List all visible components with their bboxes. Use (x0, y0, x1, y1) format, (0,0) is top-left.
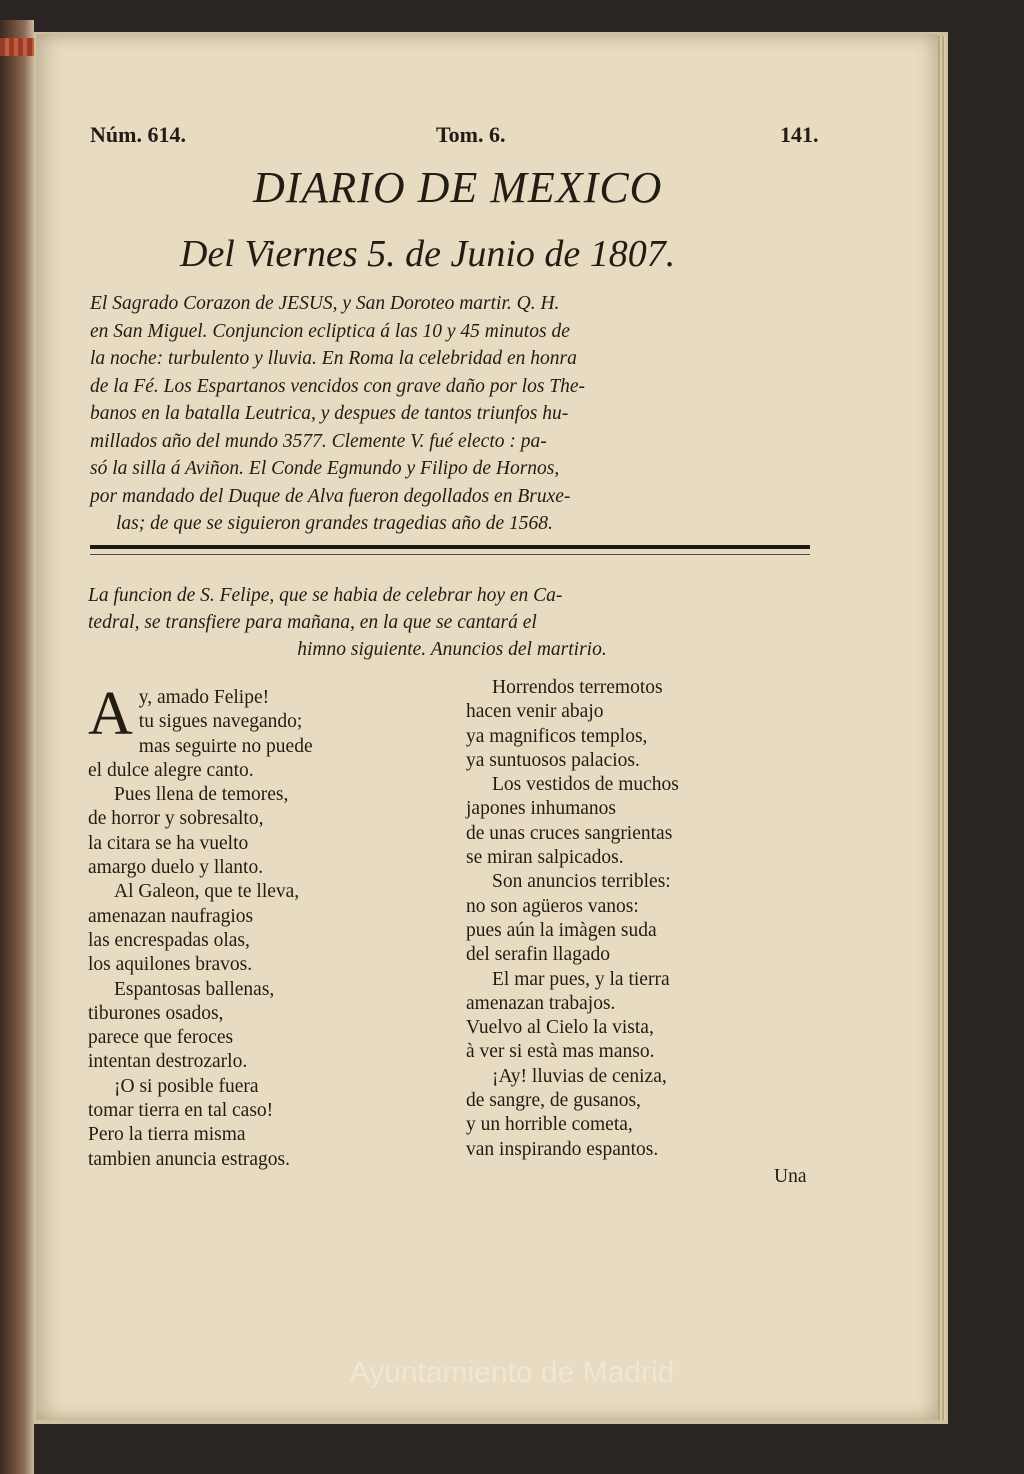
intro-line: la noche: turbulento y lluvia. En Roma la celebridad en honra (90, 348, 577, 369)
watermark: Ayuntamiento de Madrid (349, 1356, 675, 1389)
verse: intentan destrozarlo. (88, 1051, 248, 1073)
intro-line: banos en la batalla Leutrica, y despues de tantos triunfos hu- (90, 403, 569, 424)
intro-line: en San Miguel. Conjuncion ecliptica á las 10 y 45 minutos de (90, 320, 570, 342)
book-spine (0, 20, 34, 1474)
verse: de horror y sobresalto, (88, 808, 264, 830)
notice-line: La funcion de S. Felipe, que se habia de celebrar hoy en Ca- (88, 585, 563, 606)
verse: parece que feroces (88, 1027, 234, 1049)
section-divider-thin (90, 554, 810, 555)
verse: El mar pues, y la tierra (492, 968, 670, 990)
poem-column-right (466, 676, 826, 1162)
verse: de unas cruces sangrientas (466, 822, 673, 844)
drop-cap: A (88, 680, 133, 748)
verse: ya suntuosos palacios. (466, 749, 640, 771)
verse: la citara se ha vuelto (88, 832, 249, 854)
notice-line: tedral, se transfiere para mañana, en la que se cantará el (88, 612, 537, 633)
verse: Pues llena de temores, (114, 784, 289, 806)
verse: los aquilones bravos. (88, 954, 253, 976)
verse: y, amado Felipe! (138, 687, 270, 708)
page-edge (938, 36, 946, 1420)
verse: ¡O si posible fuera (114, 1075, 259, 1097)
verse: tambien anuncia estragos. (88, 1148, 290, 1170)
verse: mas seguirte no puede (138, 735, 313, 757)
intro-line: por mandado del Duque de Alva fueron degollados en Bruxe- (90, 485, 571, 507)
verse: Pero la tierra misma (88, 1124, 246, 1146)
verse: van inspirando espantos. (466, 1138, 659, 1160)
newspaper-title: DIARIO DE MEXICO (253, 163, 663, 212)
announcement (88, 582, 816, 663)
verse: Son anuncios terribles: (492, 871, 671, 893)
verse: amenazan trabajos. (466, 992, 616, 1014)
verse: à ver si està mas manso. (466, 1041, 655, 1063)
verse: el dulce alegre canto. (88, 759, 254, 781)
verse: amenazan naufragios (88, 905, 254, 927)
intro-line: millados año del mundo 3577. Clemente V. fué electo : pa- (90, 430, 547, 452)
section-divider (90, 545, 810, 549)
verse: no son agüeros vanos: (466, 895, 639, 917)
verse: Los vestidos de muchos (492, 774, 679, 796)
verse: amargo duelo y llanto. (88, 857, 264, 879)
verse: Vuelvo al Cielo la vista, (466, 1017, 654, 1039)
intro-line: El Sagrado Corazon de JESUS, y San Doroteo martir. Q. H. (90, 293, 560, 314)
intro-line: las; de que se siguieron grandes tragedias año de 1568. (116, 513, 553, 534)
verse: hacen venir abajo (466, 701, 604, 723)
intro-line: de la Fé. Los Espartanos vencidos con grave daño por los The- (90, 375, 586, 397)
verse: del serafin llagado (466, 944, 611, 966)
saints-of-the-day (90, 290, 818, 538)
verse: pues aún la imàgen suda (466, 919, 657, 941)
verse: se miran salpicados. (466, 847, 624, 869)
verse: tomar tierra en tal caso! (88, 1100, 274, 1122)
issue-number: Núm. 614. (90, 122, 186, 147)
book-spine-binding (0, 38, 34, 56)
page-number: 141. (780, 122, 819, 147)
verse: ya magnificos templos, (466, 725, 648, 747)
verse: Horrendos terremotos (492, 677, 663, 698)
catchword: Una (774, 1166, 807, 1187)
verse: japones inhumanos (466, 798, 617, 820)
issue-date: Del Viernes 5. de Junio de 1807. (180, 233, 676, 275)
verse: las encrespadas olas, (88, 929, 250, 951)
verse: ¡Ay! lluvias de ceniza, (492, 1065, 667, 1087)
notice-line: himno siguiente. Anuncios del martirio. (297, 639, 607, 660)
volume-number: Tom. 6. (436, 122, 506, 147)
verse: Espantosas ballenas, (114, 978, 275, 1000)
poem-column-left (88, 680, 458, 1172)
intro-line: só la silla á Aviñon. El Conde Egmundo y Filipo de Hornos, (90, 458, 560, 479)
verse: de sangre, de gusanos, (466, 1090, 641, 1112)
verse: Al Galeon, que te lleva, (114, 881, 300, 903)
verse: y un horrible cometa, (466, 1114, 633, 1136)
verse: tu sigues navegando; (138, 711, 303, 733)
verse: tiburones osados, (88, 1002, 224, 1024)
